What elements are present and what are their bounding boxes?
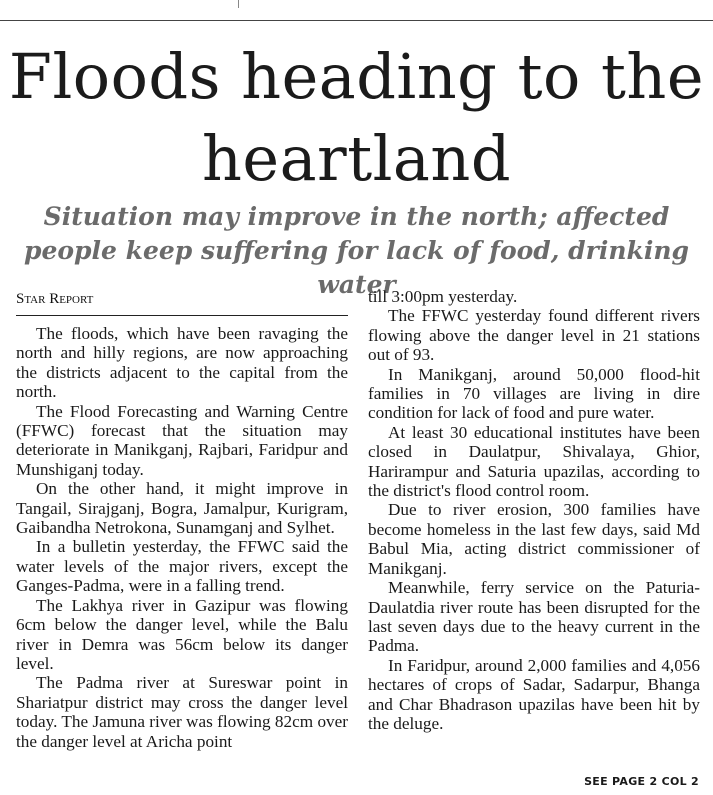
article-column-right bbox=[368, 287, 700, 733]
page-edge-tick bbox=[238, 0, 239, 8]
headline: Floods heading to the heartland bbox=[8, 40, 705, 195]
continued-on-page-link[interactable]: SEE PAGE 2 COL 2 bbox=[584, 775, 699, 788]
paragraph: The floods, which have been ravaging the north and hilly regions, are now approaching the districts adjacent to the capital from the north. bbox=[16, 324, 348, 402]
subheadline: Situation may improve in the north; affected people keep suffering for lack of food, drinking water bbox=[23, 202, 689, 299]
paragraph: The FFWC yesterday found different rivers flowing above the danger level in 21 stations out of 93. bbox=[368, 306, 700, 365]
paragraph-continuation: till 3:00pm yesterday. bbox=[368, 287, 518, 306]
paragraph: The Flood Forecasting and Warning Centre (FFWC) forecast that the situation may deteriorate in Manikganj, Rajbari, Faridpur and Munshiganj today. bbox=[16, 401, 348, 479]
paragraph: The Lakhya river in Gazipur was flowing 6cm below the danger level, while the Balu river in Demra was 56cm below its danger level. bbox=[16, 595, 348, 673]
paragraph: On the other hand, it might improve in Tangail, Sirajganj, Bogra, Jamalpur, Kurigram, Gaibandha Netrokona, Sunamganj and Sylhet. bbox=[16, 479, 348, 538]
paragraph: Meanwhile, ferry service on the Paturia-Daulatdia river route has been disrupted for the last seven days due to the heavy current in the Padma. bbox=[368, 578, 700, 656]
top-rule bbox=[0, 20, 713, 21]
paragraph: The Padma river at Sureswar point in Shariatpur district may cross the danger level today. The Jamuna river was flowing 82cm over the danger level at Aricha point bbox=[16, 673, 348, 751]
byline: Star Report bbox=[16, 291, 94, 307]
paragraph: In Faridpur, around 2,000 families and 4,056 hectares of crops of Sadar, Sadarpur, Bhanga and Char Bhadrason upazilas have been hit by the deluge. bbox=[368, 655, 700, 733]
paragraph: At least 30 educational institutes have been closed in Daulatpur, Shivalaya, Ghior, Harirampur and Saturia upazilas, according to the district's flood control room. bbox=[368, 422, 700, 501]
paragraph: In Manikganj, around 50,000 flood-hit families in 70 villages are living in dire condition for lack of food and pure water. bbox=[368, 364, 700, 423]
paragraph: Due to river erosion, 300 families have become homeless in the last few days, said Md Babul Mia, acting district commissioner of Manikganj. bbox=[368, 500, 700, 578]
paragraph: In a bulletin yesterday, the FFWC said the water levels of the major rivers, except the Ganges-Padma, were in a falling trend. bbox=[16, 537, 348, 596]
byline-rule bbox=[16, 315, 348, 316]
article-column-left bbox=[16, 324, 348, 751]
